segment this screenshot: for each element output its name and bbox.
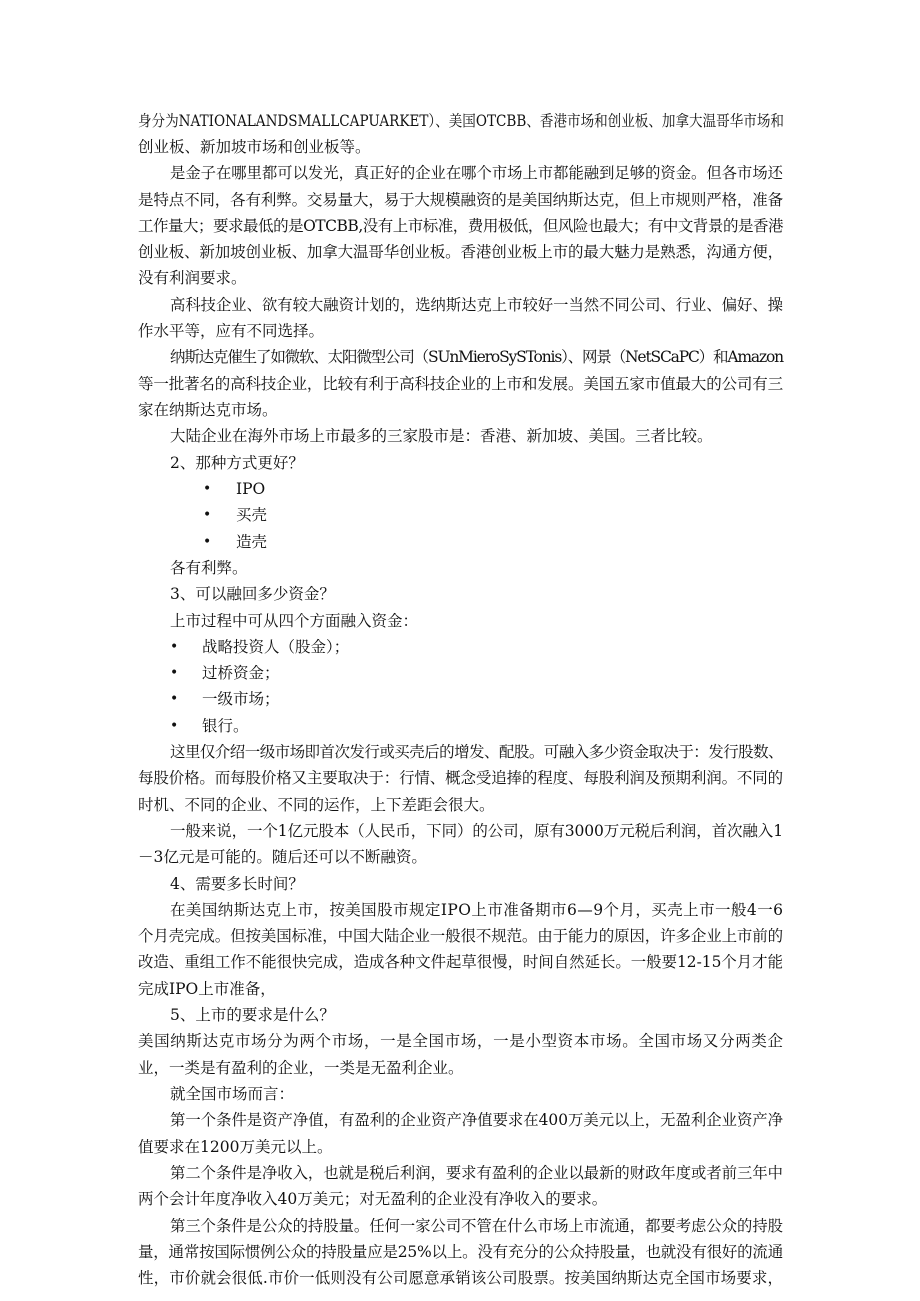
text-line (0, 160, 920, 186)
line-text: 量，通常按国际惯例公众的持股量应是25%以上。没有充分的公众持股量，也就没有很好的流通 (138, 1243, 783, 1261)
line-text: 战略投资人（股金）； (202, 638, 350, 656)
line-text: 没有利润要求。 (138, 269, 247, 287)
bullet-dot: • (170, 665, 179, 681)
line-text: 是金子在哪里都可以发光，真正好的企业在哪个市场上市都能融到足够的资金。但各市场还 (170, 164, 784, 182)
line-text: 家在纳斯达克市场。 (138, 401, 278, 419)
line-text: 业，一类是有盈利的企业，一类是无盈利企业。 (138, 1059, 464, 1077)
text-line (0, 1213, 920, 1239)
bullet-dot: • (170, 691, 179, 707)
line-text: 时机、不同的企业、不同的运作，上下差距会很大。 (138, 796, 495, 814)
text-line (0, 923, 920, 949)
line-text: 造壳 (236, 533, 268, 551)
text-line (0, 344, 920, 370)
text-line (0, 765, 920, 791)
text-line (0, 213, 920, 239)
line-text: 第三个条件是公众的持股量。任何一家公司不管在什么市场上市流通，都要考虑公众的持股 (170, 1217, 784, 1235)
text-line (0, 265, 920, 291)
line-text: 创业板、新加坡市场和创业板等。 (138, 138, 371, 156)
text-line (0, 555, 920, 581)
text-line (0, 187, 920, 213)
text-line (0, 976, 920, 1002)
bullet-item (0, 713, 920, 739)
line-text: 5、上市的要求是什么？ (170, 1006, 335, 1024)
line-text: 4、需要多长时间？ (170, 875, 304, 893)
line-text: 工作量大；要求最低的是OTCBB,没有上市标准，费用极低，但风险也最大；有中文背景的是香港 (138, 217, 783, 235)
bullet-item (0, 634, 920, 660)
line-text: 大陆企业在海外市场上市最多的三家股市是：香港、新加坡、美国。三者比较。 (170, 427, 713, 445)
bullet-item (0, 686, 920, 712)
line-text: 3、可以融回多少资金？ (170, 585, 335, 603)
text-line (0, 581, 920, 607)
text-line (0, 1160, 920, 1186)
text-line (0, 949, 920, 975)
line-text: －3亿元是可能的。随后还可以不断融资。 (138, 848, 427, 866)
text-line (0, 450, 920, 476)
text-line (0, 239, 920, 265)
text-line (0, 608, 920, 634)
line-text: 第二个条件是净收入，也就是税后利润，要求有盈利的企业以最新的财政年度或者前三年中 (170, 1164, 784, 1182)
text-line (0, 897, 920, 923)
bullet-item (0, 476, 920, 502)
line-text: 一级市场； (202, 690, 280, 708)
line-text: 2、那种方式更好？ (170, 454, 304, 472)
line-text: 银行。 (202, 717, 249, 735)
line-text: 两个会计年度净收入40万美元；对无盈利的企业没有净收入的要求。 (138, 1190, 608, 1208)
bullet-dot: • (203, 481, 212, 497)
text-line (0, 1186, 920, 1212)
line-text: 个月壳完成。但按美国标准，中国大陆企业一般很不规范。由于能力的原因，许多企业上市前的 (138, 927, 783, 945)
line-text: 各有利弊。 (170, 559, 248, 577)
text-line (0, 1134, 920, 1160)
line-text: 是特点不同，各有利弊。交易量大，易于大规模融资的是美国纳斯达克，但上市规则严格，准备 (138, 191, 783, 209)
bullet-item (0, 660, 920, 686)
line-text: 就全国市场而言： (170, 1085, 295, 1103)
text-line (0, 1002, 920, 1028)
bullet-dot: • (170, 718, 179, 734)
line-text: 等一批著名的高科技企业，比较有利于高科技企业的上市和发展。美国五家市值最大的公司有三 (138, 375, 783, 393)
text-line (0, 739, 920, 765)
line-text: 创业板、新加坡创业板、加拿大温哥华创业板。香港创业板上市的最大魅力是熟悉，沟通方便， (138, 243, 783, 261)
line-text: 上市过程中可从四个方面融入资金： (170, 612, 419, 630)
text-line (0, 844, 920, 870)
text-line (0, 318, 920, 344)
line-text: 买壳 (236, 506, 268, 524)
line-text: 一般来说，一个1亿元股本（人民币，下同）的公司，原有3000万元税后利润，首次融入1 (170, 822, 783, 840)
line-text: 这里仅介绍一级市场即首次发行或买壳后的增发、配股。可融入多少资金取决于：发行股数、 (170, 743, 783, 761)
line-text: 每股价格。而每股价格又主要取决于：行情、概念受追捧的程度、每股利润及预期利润。不同的 (138, 769, 783, 787)
line-text: 高科技企业、欲有较大融资计划的，选纳斯达克上市较好一当然不同公司、行业、偏好、操 (170, 296, 784, 314)
text-line (0, 134, 920, 160)
text-line (0, 108, 920, 134)
line-text: 身分为NATIONALANDSMALLCAPUARKET）、美国OTCBB、香港市场和创业板、加拿大温哥华市场和 (138, 112, 784, 130)
text-line (0, 1028, 920, 1054)
text-line (0, 423, 920, 449)
line-text: IPO (236, 480, 266, 498)
line-text: 纳斯达克催生了如微软、太阳微型公司（SUnMieroSySTonis）、网景（NetSCaPC）和Amazon (170, 348, 783, 366)
text-line (0, 1055, 920, 1081)
line-text: 作水平等，应有不同选择。 (138, 322, 325, 340)
text-line (0, 1081, 920, 1107)
text-line (0, 371, 920, 397)
bullet-dot: • (170, 639, 179, 655)
line-text: 美国纳斯达克市场分为两个市场，一是全国市场，一是小型资本市场。全国市场又分两类企 (138, 1032, 784, 1050)
text-line (0, 397, 920, 423)
line-text: 过桥资金； (202, 664, 280, 682)
bullet-dot: • (203, 534, 212, 550)
text-line (0, 1107, 920, 1133)
bullet-item (0, 529, 920, 555)
text-line (0, 1265, 920, 1291)
line-text: 第一个条件是资产净值，有盈利的企业资产净值要求在400万美元以上，无盈利企业资产净 (170, 1111, 784, 1129)
line-text: 值要求在1200万美元以上。 (138, 1138, 333, 1156)
text-line (0, 1239, 920, 1265)
text-line (0, 871, 920, 897)
line-text: 改造、重组工作不能很快完成，造成各种文件起草很慢，时间自然延长。一般要12-15个月才能 (138, 953, 783, 971)
line-text: 在美国纳斯达克上市，按美国股市规定IPO上市准备期市6—9个月，买壳上市一般4一6 (170, 901, 784, 919)
line-text: 性，市价就会很低.市价一低则没有公司愿意承销该公司股票。按美国纳斯达克全国市场要求， (138, 1269, 784, 1287)
line-text: 完成IPO上市准备， (138, 980, 276, 998)
bullet-item (0, 502, 920, 528)
text-line (0, 792, 920, 818)
text-line (0, 818, 920, 844)
bullet-dot: • (203, 507, 212, 523)
text-line (0, 292, 920, 318)
